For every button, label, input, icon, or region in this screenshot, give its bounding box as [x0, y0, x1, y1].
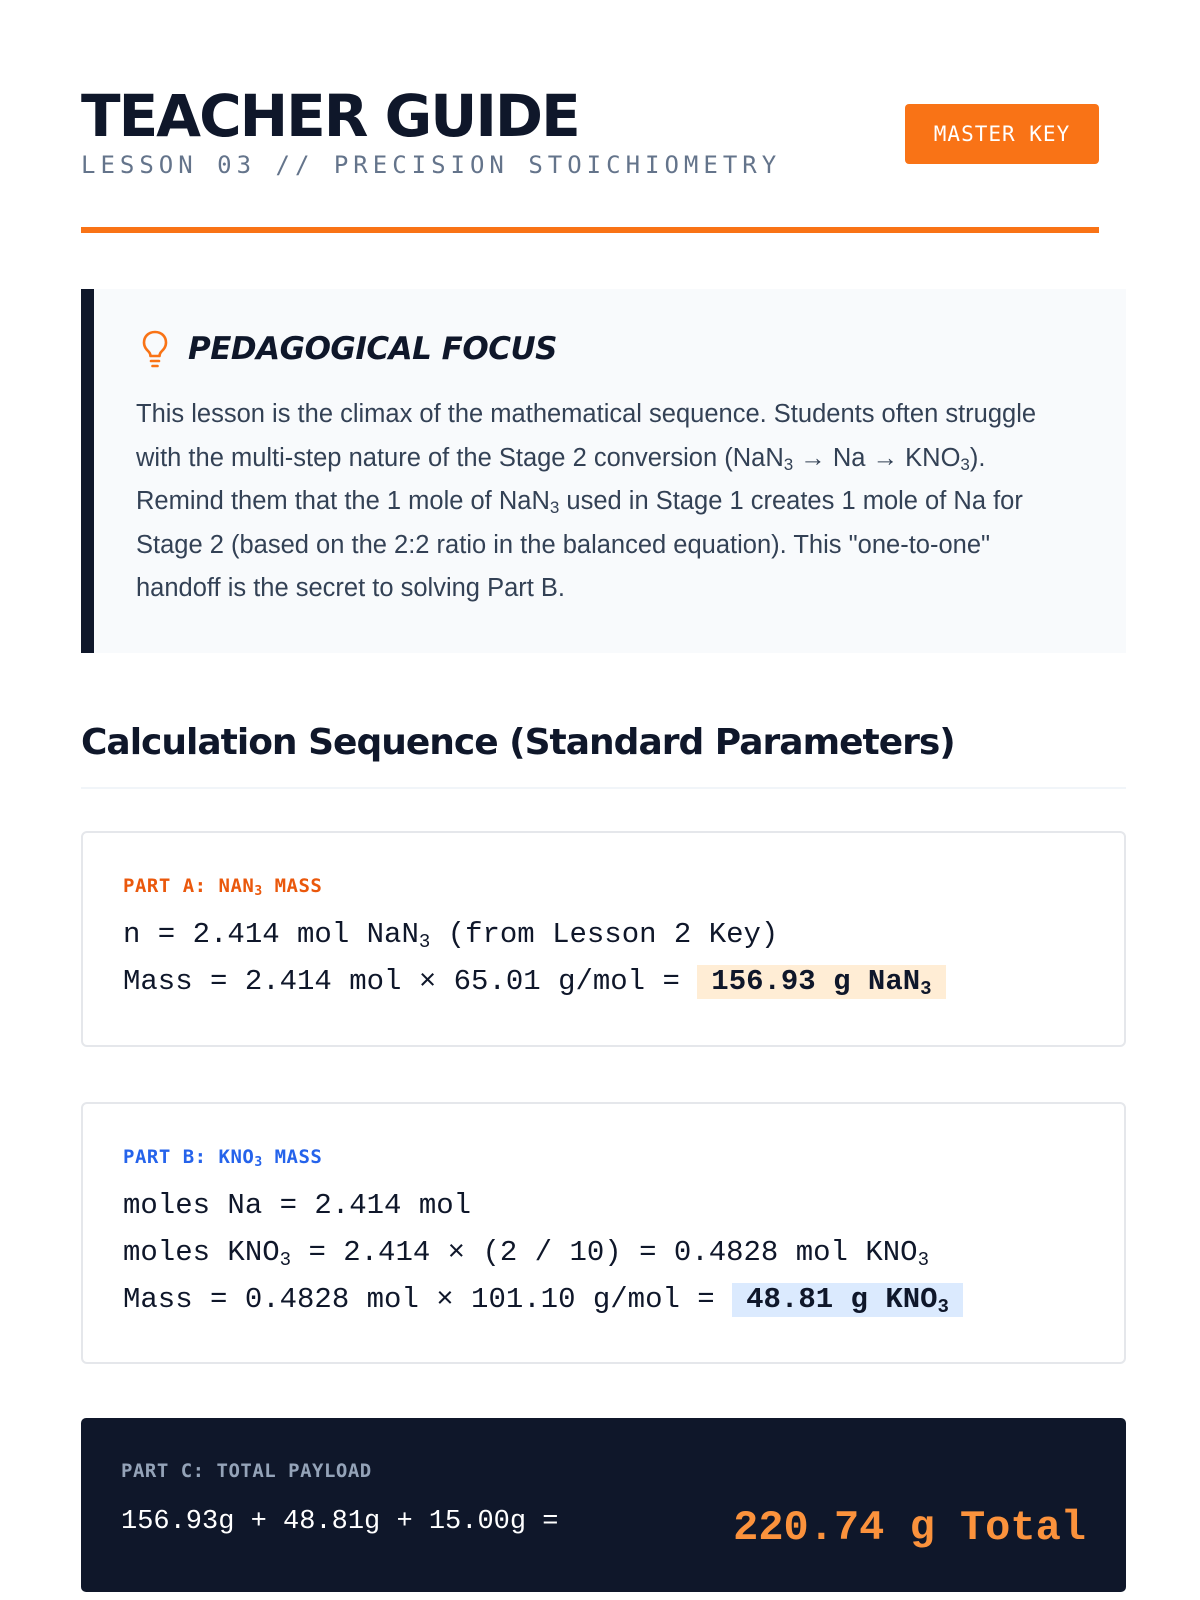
pedagogical-focus-panel	[81, 289, 1126, 653]
part-b-line-3: Mass = 0.4828 mol × 101.10 g/mol = 48.81 g $KNO_3$	[123, 1276, 1084, 1323]
focus-header	[136, 329, 1086, 369]
part-b-lines	[123, 1182, 1084, 1323]
part-c-label: PART C: TOTAL PAYLOAD	[121, 1460, 372, 1482]
master-key-button[interactable]: MASTER KEY	[905, 104, 1099, 164]
part-a-lines	[123, 911, 1084, 1005]
page-subtitle: LESSON 03 // PRECISION STOICHIOMETRY	[81, 151, 782, 179]
part-b-result: 48.81 g $KNO_3$	[732, 1283, 963, 1317]
section-title: Calculation Sequence (Standard Parameters)	[81, 722, 955, 763]
part-a-line-2: Mass = 2.414 mol × 65.01 g/mol = 156.93 g NaN$_3$	[123, 958, 1084, 1005]
part-b-line-1: moles Na = 2.414 mol	[123, 1189, 472, 1222]
lightbulb-icon	[140, 329, 170, 369]
page-title: TEACHER GUIDE	[81, 82, 579, 150]
part-c-total-value: 220.74 g Total	[733, 1504, 1086, 1552]
part-b-line-2: moles $KNO_3 = 2.414 \times (2 / 10) = 0.4828$ mol $KNO_3$	[123, 1236, 929, 1271]
part-c-equation: 156.93g + 48.81g + 15.00g =	[121, 1507, 559, 1537]
header	[81, 0, 1099, 233]
part-b-card	[81, 1102, 1126, 1364]
section-divider	[81, 787, 1126, 789]
part-a-line-1: n = 2.414 mol NaN$_3$ (from Lesson 2 Key)	[123, 918, 779, 953]
part-b-label: PART B: $KNO_3$ MASS	[123, 1146, 323, 1170]
part-a-card	[81, 831, 1126, 1047]
part-a-result: 156.93 g NaN$_3$	[697, 965, 945, 999]
part-c-total-panel	[81, 1418, 1126, 1592]
focus-title: PEDAGOGICAL FOCUS	[188, 331, 557, 367]
part-a-label: PART A: $NAN_3$ MASS	[123, 875, 323, 899]
focus-text: This lesson is the climax of the mathematical sequence. Students often struggle with the multi-step nature of the Stage 2 conversion $(NaN_3 \to Na \to KNO_3)$. Remind them that the 1 mole of NaN$_3$ used in Stage 1 creates 1 mole of Na for Stage 2 (based on the 2:2 ratio in the balanced equation). This "one-to-one" handoff is the secret to solving Part B.	[136, 400, 1037, 602]
